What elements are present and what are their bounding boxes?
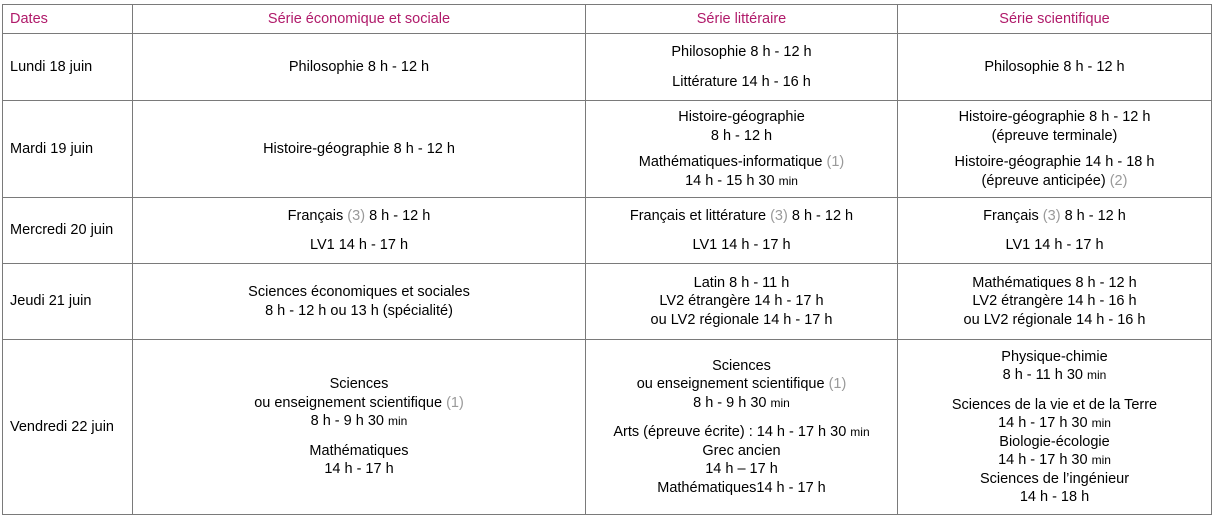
cell-line: (épreuve anticipée) (2) xyxy=(981,172,1128,189)
cell-line: 8 h - 9 h 30 min xyxy=(693,394,790,411)
footnote-ref: (3) xyxy=(347,207,366,224)
cell-line: Sciences xyxy=(329,376,389,393)
cell-l xyxy=(586,34,898,101)
header-serie-s: Série scientifique xyxy=(898,5,1212,34)
exam-schedule-table xyxy=(2,4,1212,515)
cell-line: Sciences de la vie et de la Terre xyxy=(951,396,1158,413)
footnote-ref: (2) xyxy=(1109,172,1128,189)
cell-line: Mathématiques 8 h - 12 h xyxy=(972,274,1137,291)
cell-line: 14 h - 15 h 30 min xyxy=(685,172,798,189)
cell-line: Histoire-géographie 8 h - 12 h xyxy=(263,140,455,157)
cell-l xyxy=(586,198,898,264)
cell-es xyxy=(133,264,586,340)
cell-es xyxy=(133,340,586,515)
cell-line: Latin 8 h - 11 h xyxy=(693,274,790,291)
cell-line: 8 h - 9 h 30 min xyxy=(310,413,408,430)
cell-line: ou enseignement scientifique (1) xyxy=(636,376,847,393)
cell-line: Sciences économiques et sociales xyxy=(248,284,470,300)
cell-line: Philosophie 8 h - 12 h xyxy=(288,58,430,75)
cell-line: Sciences de l’ingénieur xyxy=(979,470,1130,487)
footnote-ref: (1) xyxy=(828,376,847,393)
cell-line: Histoire-géographie 8 h - 12 h xyxy=(958,109,1151,125)
cell-line: LV1 14 h - 17 h xyxy=(1005,237,1104,253)
cell-line: LV1 14 h - 17 h xyxy=(309,237,409,253)
footnote-ref: (1) xyxy=(826,154,845,170)
cell-s xyxy=(898,101,1212,198)
cell-s xyxy=(898,264,1212,340)
cell-line: Philosophie 8 h - 12 h xyxy=(671,44,812,60)
cell-l xyxy=(586,101,898,198)
cell-line: Français (3) 8 h - 12 h xyxy=(983,207,1126,224)
cell-line: (épreuve terminale) xyxy=(991,127,1118,144)
footnote-ref: (3) xyxy=(1042,207,1061,224)
header-dates: Dates xyxy=(3,5,133,34)
cell-l xyxy=(586,340,898,515)
cell-es xyxy=(133,198,586,264)
cell-line: Arts (épreuve écrite) : 14 h - 17 h 30 min xyxy=(613,424,870,441)
cell-line: Philosophie 8 h - 12 h xyxy=(984,58,1125,75)
cell-s xyxy=(898,198,1212,264)
cell-line: 14 h – 17 h xyxy=(705,461,778,478)
cell-line: LV1 14 h - 17 h xyxy=(692,237,791,253)
cell-line: Histoire-géographie xyxy=(678,109,805,125)
cell-line: Mathématiques14 h - 17 h xyxy=(657,479,826,496)
footnote-ref: (3) xyxy=(770,207,788,224)
cell-es xyxy=(133,34,586,101)
cell-line: Biologie-écologie xyxy=(999,433,1110,450)
date-cell: Mardi 19 juin xyxy=(3,101,133,198)
cell-line: 14 h - 17 h 30 min xyxy=(998,415,1111,431)
cell-s xyxy=(898,34,1212,101)
cell-es xyxy=(133,101,586,198)
cell-s xyxy=(898,340,1212,515)
date-cell: Mercredi 20 juin xyxy=(3,198,133,264)
cell-line: LV2 étrangère 14 h - 16 h xyxy=(972,293,1137,310)
cell-line: 8 h - 12 h xyxy=(710,127,773,144)
table-row-mercredi xyxy=(3,198,1212,264)
footnote-ref: (1) xyxy=(446,394,464,411)
table-row-vendredi xyxy=(3,340,1212,515)
cell-line: Mathématiques xyxy=(309,442,409,459)
cell-line: ou enseignement scientifique (1) xyxy=(254,394,464,411)
cell-line: Grec ancien xyxy=(702,442,781,459)
cell-line: Sciences xyxy=(712,357,771,374)
cell-line: LV2 étrangère 14 h - 17 h xyxy=(659,293,824,310)
cell-line: Mathématiques-informatique (1) xyxy=(638,154,845,170)
table-row-mardi xyxy=(3,101,1212,198)
date-cell: Jeudi 21 juin xyxy=(3,264,133,340)
cell-line: 14 h - 18 h xyxy=(1019,489,1090,505)
header-serie-es: Série économique et sociale xyxy=(133,5,586,34)
cell-line: Français et littérature (3) 8 h - 12 h xyxy=(629,207,854,224)
cell-line: 8 h - 11 h 30 min xyxy=(1002,367,1107,383)
date-cell: Lundi 18 juin xyxy=(3,34,133,101)
cell-line: ou LV2 régionale 14 h - 17 h xyxy=(650,311,833,328)
cell-line: 8 h - 12 h ou 13 h (spécialité) xyxy=(265,302,453,319)
cell-line: Littérature 14 h - 16 h xyxy=(672,73,811,90)
table-row-jeudi xyxy=(3,264,1212,340)
cell-l xyxy=(586,264,898,340)
header-row xyxy=(3,5,1212,34)
cell-line: 14 h - 17 h 30 min xyxy=(998,452,1111,468)
cell-line: Physique-chimie xyxy=(1001,348,1108,365)
date-cell: Vendredi 22 juin xyxy=(3,340,133,515)
table-row-lundi xyxy=(3,34,1212,101)
cell-line: Histoire-géographie 14 h - 18 h xyxy=(954,154,1155,170)
cell-line: Français (3) 8 h - 12 h xyxy=(287,207,431,224)
header-serie-l: Série littéraire xyxy=(586,5,898,34)
cell-line: 14 h - 17 h xyxy=(324,461,394,478)
cell-line: ou LV2 régionale 14 h - 16 h xyxy=(963,311,1146,328)
